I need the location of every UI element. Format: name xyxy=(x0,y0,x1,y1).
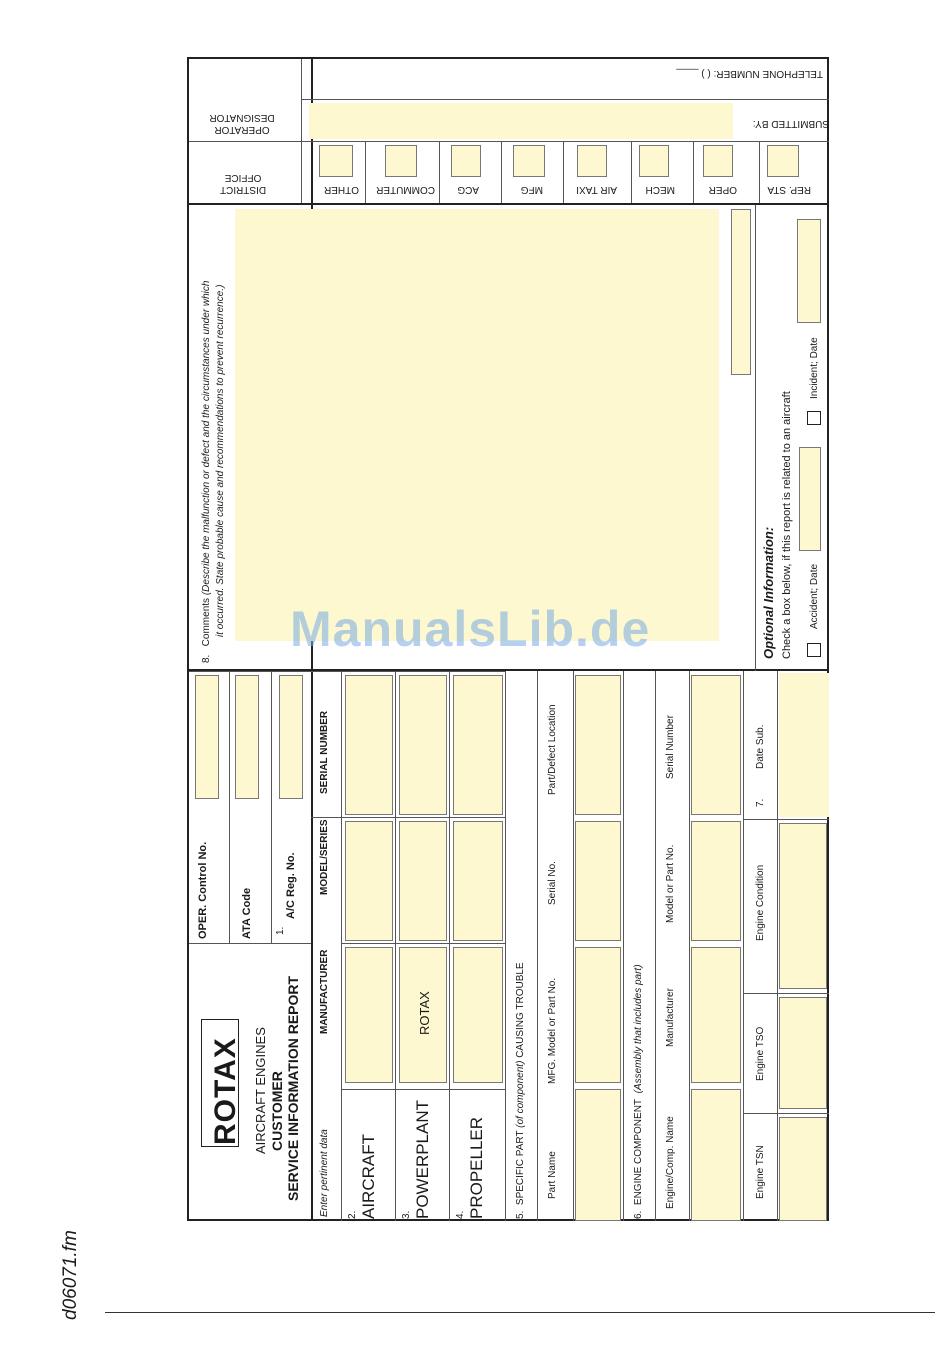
aircraft-serial-field[interactable] xyxy=(345,675,393,815)
code-mech-box[interactable] xyxy=(639,145,669,177)
comments-field[interactable] xyxy=(235,209,719,641)
accident-date-field[interactable] xyxy=(799,447,821,551)
comments-overflow-field[interactable] xyxy=(731,209,751,375)
code-oper-box[interactable] xyxy=(703,145,733,177)
code-other-box[interactable] xyxy=(319,145,353,177)
engine-tsn-field[interactable] xyxy=(779,1117,827,1221)
document-file-label: d06071.fm xyxy=(60,1230,81,1320)
incident-date-field[interactable] xyxy=(797,219,821,323)
ac-reg-field[interactable] xyxy=(279,675,303,799)
part-location-field[interactable] xyxy=(575,675,621,815)
engine-model-field[interactable] xyxy=(691,821,741,941)
engine-comp-name-field[interactable] xyxy=(691,1089,741,1221)
propeller-manufacturer-field[interactable] xyxy=(453,947,503,1083)
engine-manufacturer-field[interactable] xyxy=(691,947,741,1083)
engine-tso-field[interactable] xyxy=(779,997,827,1109)
ata-code-field[interactable] xyxy=(235,675,259,799)
powerplant-model-field[interactable] xyxy=(399,821,447,941)
powerplant-serial-field[interactable] xyxy=(399,675,447,815)
part-serial-field[interactable] xyxy=(575,821,621,941)
aircraft-manufacturer-field[interactable] xyxy=(345,947,393,1083)
footer-divider xyxy=(105,1312,935,1313)
watermark: ManualsLib.de xyxy=(290,601,651,657)
propeller-serial-field[interactable] xyxy=(453,675,503,815)
code-acg-box[interactable] xyxy=(451,145,481,177)
part-mfg-model-field[interactable] xyxy=(575,947,621,1083)
submitted-by-field[interactable] xyxy=(309,103,733,139)
code-commuter-box[interactable] xyxy=(385,145,417,177)
engine-serial-field[interactable] xyxy=(691,675,741,815)
aircraft-model-field[interactable] xyxy=(345,821,393,941)
oper-control-field[interactable] xyxy=(195,675,219,799)
propeller-model-field[interactable] xyxy=(453,821,503,941)
date-sub-field[interactable] xyxy=(779,673,829,817)
accident-checkbox[interactable] xyxy=(807,643,821,657)
part-name-field[interactable] xyxy=(575,1089,621,1221)
code-rep-sta-box[interactable] xyxy=(767,145,799,177)
code-mfg-box[interactable] xyxy=(513,145,545,177)
incident-checkbox[interactable] xyxy=(807,411,821,425)
code-air-taxi-box[interactable] xyxy=(577,145,607,177)
service-report-form: ROTAX AIRCRAFT ENGINES CUSTOMER SERVICE INFORMATION REPORT OPER. Control No. ATA Code 1. A/C Reg. No. Enter pertinent data MANUFACTURER MODEL/SERIES SERIAL NUMBER 2. AIRCRAFT 3. POWERPLANT 4. PROPELLER ROTAX 5. SPECIFIC PART (of component) CAUSING TROUBLE Part Name MFG. Model or Part No. Serial No. Part/Defect Location 6. ENGINE COMPONENT (Assembly that includes part) Engine/Comp. Name Manufacturer Model or Part No. Serial Number Engine TSN Engine TSO Engine Condition 7. Date Sub. 8. Comments (Describe the malfunction or defect and the circumstances under which it occurred. State probable cause and recommendations to prevent recurrence.) Optional Information: Check a box below, if this report is related to an aircraft Accident; Date Incident; Date DISTRICT OFFICE OPERATOR DESIGNATOR SUBMITTED BY: TELEPHONE NUMBER: ( ) ____ OTHER COMMUTER ACG MFG AIR TAXI MECH OPER REP. STA xyxy=(187,57,829,1221)
engine-condition-field[interactable] xyxy=(779,823,827,989)
